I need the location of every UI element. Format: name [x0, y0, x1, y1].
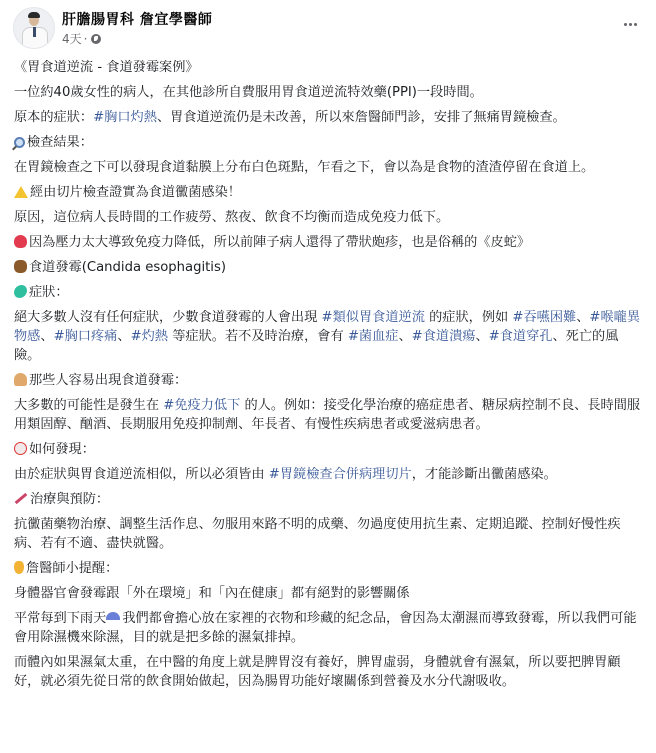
- pointing-finger-icon: [14, 561, 24, 574]
- heading-text: 經由切片檢查證實為食道黴菌感染！: [30, 185, 241, 200]
- post-body: [14, 58, 644, 697]
- text: 、: [117, 329, 131, 344]
- magnifying-glass-icon: [14, 137, 25, 148]
- hashtag-link[interactable]: #胃鏡檢查合併病理切片: [268, 467, 412, 482]
- post-title: 《胃食道逆流 - 食道發霉案例》: [14, 60, 199, 75]
- author-name[interactable]: 肝膽腸胃科 詹宜學醫師: [62, 12, 213, 28]
- text: 原本的症狀：: [14, 110, 94, 125]
- paragraph-how-to-find: [14, 465, 644, 484]
- heading-biopsy: [14, 183, 644, 202]
- paragraph-tip-3: 而體內如果濕氣太重，在中醫的角度上就是脾胃沒有養好，脾胃虛弱，身體就會有濕氣，所以要把脾胃顧好，就必須先從日常的飲食開始做起，因為腸胃功能好壞關係到營養及水分代謝吸收。: [14, 655, 621, 689]
- paragraph-exam: 在胃鏡檢查之下可以發現食道黏膜上分布白色斑點，乍看之下，會以為是食物的渣渣停留在食道上。: [14, 160, 595, 175]
- more-options-button[interactable]: [618, 18, 642, 30]
- hashtag-link[interactable]: #灼熱: [130, 329, 168, 344]
- bear-icon: [14, 260, 27, 273]
- heading-text: 治療與預防：: [30, 492, 110, 507]
- heading-text: 症狀：: [29, 285, 69, 300]
- warning-icon: [14, 186, 28, 198]
- heading-exam-results: [14, 133, 644, 152]
- text: 絕大多數人沒有任何症狀，少數食道發霉的人會出現: [14, 310, 322, 325]
- paragraph-symptoms: [14, 308, 644, 365]
- text: 由於症狀與胃食道逆流相似，所以必須皆由: [14, 467, 269, 482]
- umbrella-rain-icon: [106, 612, 120, 620]
- heading-text: 如何發現：: [29, 442, 95, 457]
- heading-tip: [14, 559, 644, 578]
- post-meta: [62, 30, 101, 47]
- post-time[interactable]: 4天: [62, 32, 82, 46]
- globe-icon: [91, 34, 101, 44]
- hashtag-link[interactable]: #吞嚥困難: [512, 310, 577, 325]
- paragraph-cause: 原因，這位病人長時間的工作疲勞、熬夜、飲食不均衡而造成免疫力低下。: [14, 210, 450, 225]
- syringe-icon: [15, 493, 28, 504]
- paragraph-shingles: [14, 233, 644, 252]
- text: 、胃食道逆流仍是未改善，所以來詹醫師門診，安排了無痛胃鏡檢查。: [156, 110, 566, 125]
- text: 大多數的可能性是發生在: [14, 398, 164, 413]
- heading-text: 那些人容易出現食道發霉：: [29, 373, 188, 388]
- text: 、: [398, 329, 412, 344]
- microbe-icon: [14, 285, 27, 298]
- text: 、死亡的風險。: [14, 329, 619, 363]
- text: 的人。例如：接受化學治療的癌症患者、糖尿病控制不良、長時間服用類固醇、酗酒、長期服用免疫抑制劑、年長者、有慢性疾病患者或愛滋病患者。: [14, 398, 641, 432]
- heading-text: 檢查結果：: [27, 135, 93, 150]
- text: 因為壓力太大導致免疫力降低，所以前陣子病人還得了帶狀皰疹，也是俗稱的《皮蛇》: [29, 235, 531, 250]
- meta-separator: ·: [83, 31, 88, 46]
- heading-how-to-find: [14, 440, 644, 459]
- text: 我們都會擔心放在家裡的衣物和珍藏的紀念品，會因為太潮濕而導致發霉，所以我們可能會用除濕機來除濕，目的就是把多餘的濕氣排掉。: [14, 611, 637, 645]
- heading-text: 食道發霉(Candida esophagitis): [29, 260, 226, 275]
- hashtag-link[interactable]: #食道穿孔: [488, 329, 553, 344]
- hashtag-link[interactable]: #食道潰瘍: [411, 329, 476, 344]
- avatar[interactable]: [13, 7, 55, 49]
- heart-icon: [14, 235, 27, 248]
- text: 等症狀。若不及時治療，會有: [168, 329, 348, 344]
- paragraph-who: [14, 396, 644, 434]
- more-dot-icon: [634, 23, 637, 26]
- paragraph-symptoms-original: [14, 108, 644, 127]
- heading-treatment: [14, 490, 644, 509]
- text: 平常每到下雨天: [14, 611, 107, 626]
- avatar-hair: [28, 12, 40, 18]
- more-dot-icon: [624, 23, 627, 26]
- paragraph-treatment: 抗黴菌藥物治療、調整生活作息、勿服用來路不明的成藥、勿過度使用抗生素、定期追蹤、控制好慢性疾病、若有不適、盡快就醫。: [14, 517, 621, 551]
- avatar-tie: [33, 27, 36, 37]
- more-dot-icon: [629, 23, 632, 26]
- baseball-icon: [14, 442, 27, 455]
- paragraph-intro: 一位約40歲女性的病人，在其他診所自費服用胃食道逆流特效藥(PPI)一段時間。: [14, 85, 483, 100]
- person-icon: [14, 373, 27, 386]
- heading-candida: [14, 258, 644, 277]
- hashtag-link[interactable]: #類似胃食道逆流: [321, 310, 425, 325]
- heading-text: 詹醫師小提醒：: [26, 561, 119, 576]
- hashtag-link[interactable]: #胸口疼痛: [53, 329, 118, 344]
- heading-who: [14, 371, 644, 390]
- text: ，才能診斷出黴菌感染。: [411, 467, 557, 482]
- hashtag-link[interactable]: #喉嚨異物感: [14, 310, 641, 344]
- hashtag-link[interactable]: #胸口灼熱: [93, 110, 157, 125]
- text: 、: [40, 329, 54, 344]
- hashtag-link[interactable]: #菌血症: [347, 329, 399, 344]
- post-header: [0, 0, 656, 52]
- hashtag-link[interactable]: #免疫力低下: [163, 398, 241, 413]
- text: 、: [475, 329, 489, 344]
- text: 、: [576, 310, 590, 325]
- heading-symptoms: [14, 283, 644, 302]
- text: 的症狀，例如: [424, 310, 513, 325]
- paragraph-tip-2: [14, 609, 644, 647]
- paragraph-tip-1: 身體器官會發霉跟「外在環境」和「內在健康」都有絕對的影響關係: [14, 586, 410, 601]
